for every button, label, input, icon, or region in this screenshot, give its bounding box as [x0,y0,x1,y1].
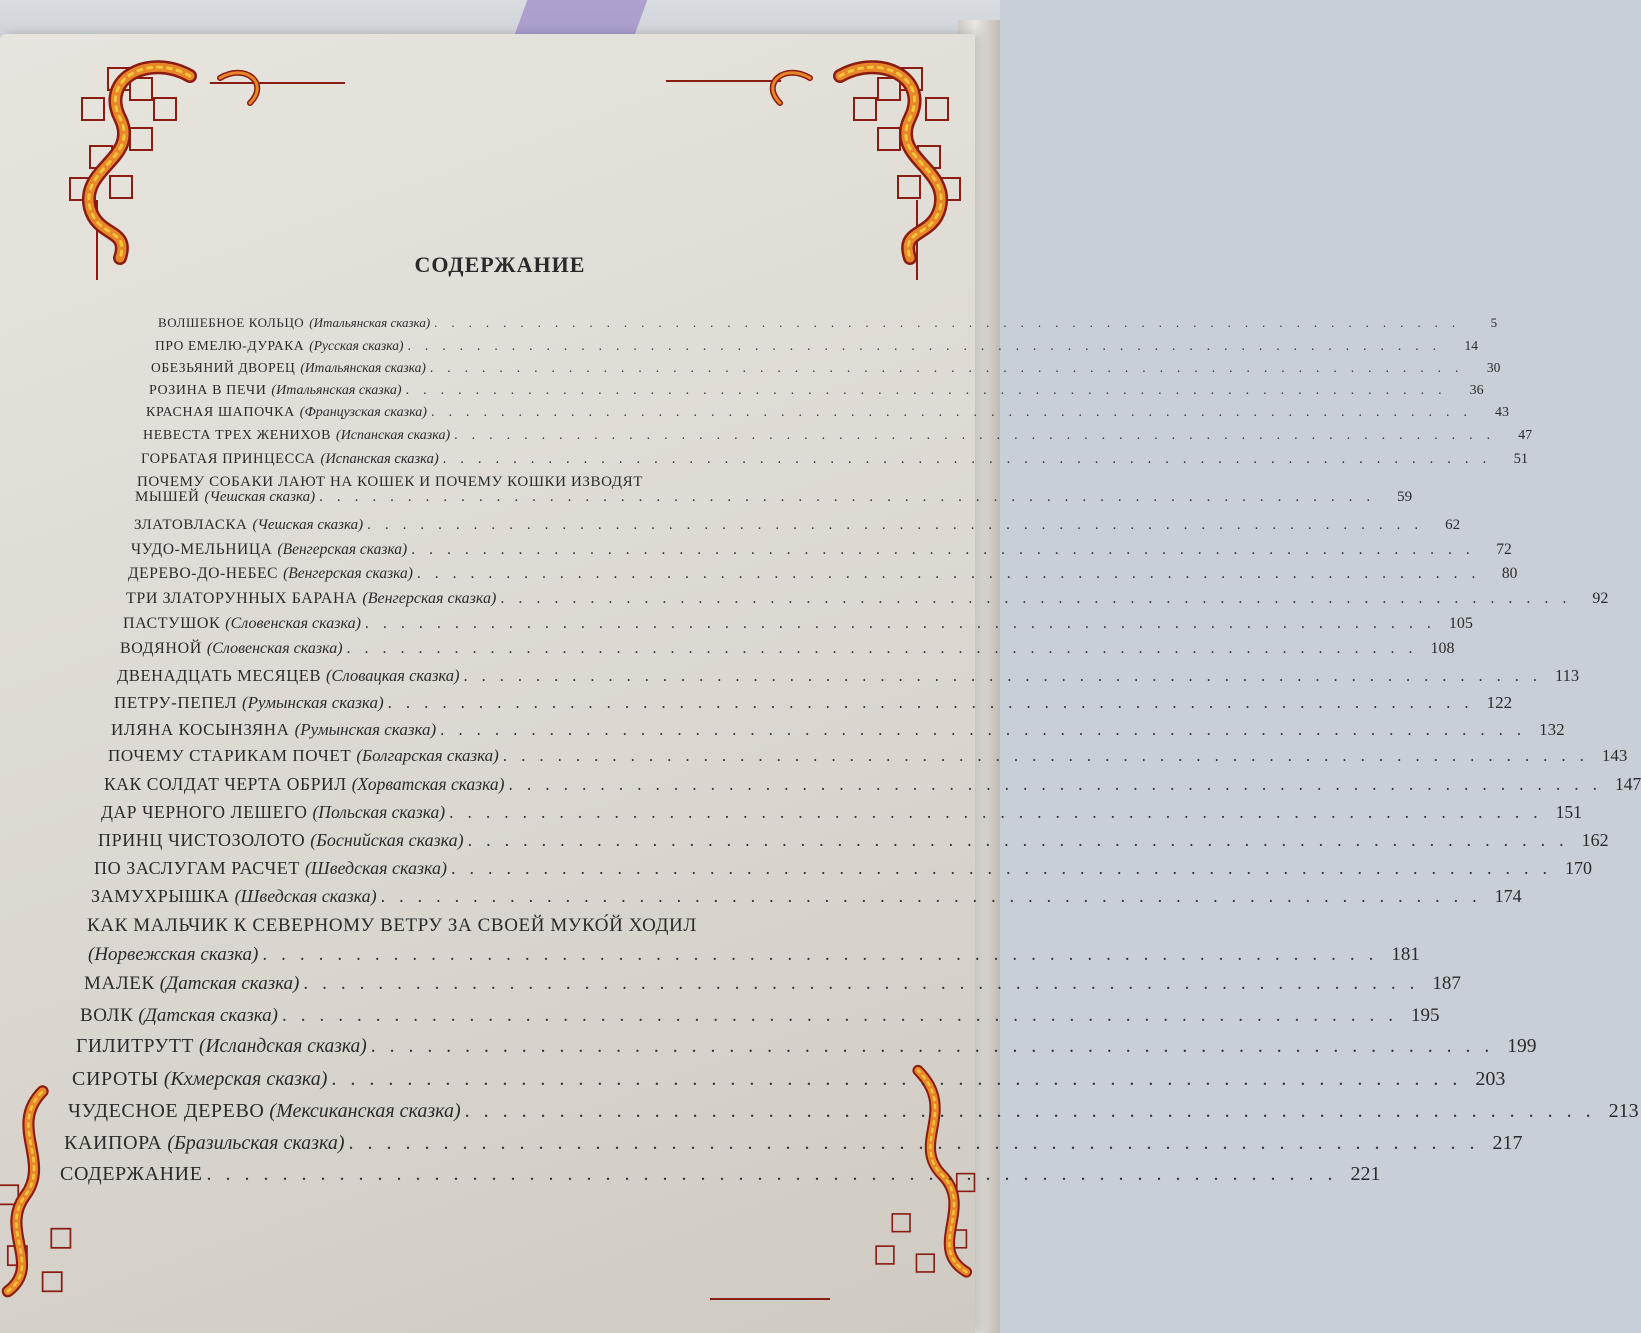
toc-entry-page-number: 92 [1592,590,1609,607]
toc-leader-dots: ............................................................ [430,405,1481,420]
corner-ornament-icon [760,58,960,278]
toc-entry-origin: (Шведская сказка) [304,858,447,878]
toc-entry-title: МАЛЕК [84,973,155,994]
toc-entry-origin: (Итальянская сказка) [300,360,426,375]
toc-entry-page-number: 217 [1492,1132,1523,1154]
toc-entry [91,886,1522,907]
page-title: СОДЕРЖАНИЕ [414,252,586,277]
toc-entry-origin: (Русская сказка) [309,338,404,353]
toc-entry [64,1132,1523,1155]
toc-entry-title: КАК СОЛДАТ ЧЕРТА ОБРИЛ [104,774,347,794]
toc-entry-title-continuation: МЫШЕЙ [135,489,200,505]
toc-entry-page-number: 30 [1486,360,1501,375]
toc-entry-title: КРАСНАЯ ШАПОЧКА [146,405,295,420]
toc-leader-dots: ............................................................ [364,615,1445,632]
toc-entry [131,541,1512,559]
toc-entry [135,489,1413,506]
toc-entry [123,615,1473,633]
toc-entry [94,858,1592,879]
toc-leader-dots: ............................................................ [442,451,1501,467]
toc-entry-origin: (Датская сказка) [159,973,300,994]
toc-entry [149,383,1484,399]
toc-entry-page-number: 5 [1490,315,1498,330]
toc-entry-title: ПЕТРУ-ПЕПЕЛ [114,693,238,712]
toc-entry-origin: (Хорватская сказка) [351,774,505,794]
toc-leader-dots: ............................................................ [416,565,1490,582]
toc-entry-title: ИЛЯНА КОСЫНЗЯНА [111,720,290,739]
toc-entry [101,802,1582,823]
toc-leader-dots: ............................................................ [370,1036,1504,1057]
toc-entry-page-number: 14 [1464,338,1479,353]
toc-entry-page-number: 113 [1554,666,1580,685]
toc-entry-title: ПОЧЕМУ СОБАКИ ЛАЮТ НА КОШЕК И ПОЧЕМУ КОШКИ ИЗВОДЯТ [137,474,643,490]
toc-entry-origin: (Испанская сказка) [336,428,451,443]
toc-leader-dots: ............................................................ [508,774,1611,794]
toc-entry-origin: (Исландская сказка) [198,1036,367,1057]
toc-entry [111,720,1565,740]
toc-entry-origin: (Итальянская сказка) [309,315,431,330]
toc-entry [108,746,1628,766]
toc-leader-dots: ............................................................ [467,830,1578,850]
toc-entry [88,944,1420,966]
toc-leader-dots: ............................................................ [411,541,1484,558]
toc-entry [126,590,1609,608]
toc-entry-title: ЗАМУХРЫШКА [91,886,230,906]
toc-leader-dots: ............................................................ [454,428,1505,443]
toc-entry-title: ВОЛК [80,1005,134,1026]
toc-entry-page-number: 174 [1494,886,1522,906]
toc-leader-dots: ............................................................ [502,746,1598,765]
toc-entry-title: СОДЕРЖАНИЕ [60,1163,203,1185]
toc-entry [72,1068,1506,1091]
toc-entry-title: ДАР ЧЕРНОГО ЛЕШЕГО [101,802,308,822]
toc-leader-dots: ............................................................ [303,973,1429,994]
toc-entry [117,666,1580,686]
toc-entry-origin: (Шведская сказка) [234,886,377,906]
toc-leader-dots: ............................................................ [440,720,1536,739]
toc-entry-page-number: 221 [1350,1163,1381,1185]
toc-entry [155,338,1479,354]
toc-leader-dots: ............................................................ [434,315,1470,330]
toc-leader-dots: ............................................................ [449,802,1552,822]
toc-entry-page-number: 132 [1539,720,1565,739]
toc-entry-title: ЧУДЕСНОЕ ДЕРЕВО [68,1100,265,1122]
toc-entry-page-number: 105 [1448,615,1473,632]
toc-entry [146,405,1509,421]
toc-entry-title: СИРОТЫ [72,1068,159,1090]
toc-entry-origin: (Болгарская сказка) [356,746,499,765]
toc-entry-title: ПРО ЕМЕЛЮ-ДУРАКА [155,338,305,353]
toc-entry [158,315,1498,331]
toc-entry-origin: (Словенская сказка) [206,640,343,657]
toc-entry-origin: (Румынская сказка) [242,693,384,712]
toc-leader-dots: ............................................................ [405,383,1456,398]
toc-leader-dots: ............................................................ [367,517,1433,533]
toc-leader-dots: ............................................................ [346,640,1427,657]
toc-leader-dots: ............................................................ [348,1132,1489,1154]
toc-entry-page-number: 72 [1496,541,1512,558]
toc-entry [76,1036,1537,1058]
toc-entry-page-number: 162 [1581,830,1609,850]
toc-leader-dots: ............................................................ [206,1163,1347,1185]
toc-leader-dots: ............................................................ [464,1100,1605,1122]
toc-entry-origin: (Бразильская сказка) [167,1132,345,1154]
toc-entry-page-number: 59 [1397,489,1413,505]
toc-entry-page-number: 108 [1430,640,1455,657]
toc-entry-page-number: 203 [1475,1068,1506,1090]
toc-entry-page-number: 51 [1513,451,1529,467]
toc-leader-dots: ............................................................ [463,666,1551,685]
toc-entry-page-number: 80 [1501,565,1518,582]
toc-entry-page-number: 195 [1411,1005,1440,1026]
toc-entry-title: РОЗИНА В ПЕЧИ [149,383,267,398]
toc-entry-origin: (Чешская сказка) [252,517,364,533]
toc-leader-dots: ............................................................ [429,360,1473,375]
toc-entry-page-number: 151 [1555,802,1582,822]
toc-entry-origin: (Мексиканская сказка) [269,1100,461,1122]
frame-rule-bottom-right [710,1298,830,1300]
toc-entry-origin: (Боснийская сказка) [310,830,464,850]
toc-leader-dots: ............................................................ [262,944,1388,965]
corner-ornament-icon [70,58,270,278]
toc-leader-dots: ............................................................ [450,858,1561,878]
toc-entry-title: ВОДЯНОЙ [120,640,202,657]
toc-entry-origin: (Французская сказка) [299,405,427,420]
toc-entry-title: КАК МАЛЬЧИК К СЕВЕРНОМУ ВЕТРУ ЗА СВОЕЙ МУКО́Й ХОДИЛ [87,915,697,936]
toc-entry-origin: (Польская сказка) [312,802,446,822]
toc-entry-title: КАИПОРА [64,1132,163,1154]
toc-entry-title: ДЕРЕВО-ДО-НЕБЕС [128,565,279,582]
toc-entry-page-number: 62 [1445,517,1461,533]
toc-entry-page-number: 181 [1391,944,1420,965]
toc-entry-origin: (Венгерская сказка) [362,590,497,607]
toc-leader-dots: ............................................................ [380,886,1491,906]
toc-entry-origin: (Норвежская сказка) [88,944,259,965]
toc-entry-origin: (Словацкая сказка) [326,666,460,685]
toc-entry [68,1100,1639,1123]
toc-entry [98,830,1609,851]
toc-leader-dots: ............................................................ [407,338,1451,353]
toc-entry-page-number: 122 [1486,693,1513,712]
toc-entry-title: ВОЛШЕБНОЕ КОЛЬЦО [158,315,305,330]
toc-entry-page-number: 43 [1494,405,1509,420]
toc-entry [80,1005,1440,1027]
toc-entry-title: ПАСТУШОК [123,615,221,632]
toc-entry-title: ТРИ ЗЛАТОРУННЫХ БАРАНА [126,590,358,607]
toc-entry [141,451,1529,468]
toc-entry-origin: (Чешская сказка) [204,489,316,505]
toc-entry [60,1163,1381,1186]
toc-entry-title: ПОЧЕМУ СТАРИКАМ ПОЧЕТ [108,746,352,765]
toc-leader-dots: ............................................................ [500,590,1581,607]
toc-leader-dots: ............................................................ [331,1068,1472,1090]
toc-entry-title: ПРИНЦ ЧИСТОЗОЛОТО [98,830,306,850]
toc-entry-title: ЗЛАТОВЛАСКА [134,517,248,533]
toc-entry-page-number: 47 [1518,428,1533,443]
toc-entry-page-number: 170 [1564,858,1592,878]
toc-entry [84,973,1461,995]
toc-entry-page-number: 199 [1507,1036,1537,1057]
toc-entry-title: ДВЕНАДЦАТЬ МЕСЯЦЕВ [117,666,322,685]
toc-entry-origin: (Венгерская сказка) [283,565,413,582]
toc-entry-title: ОБЕЗЬЯНИЙ ДВОРЕЦ [151,360,296,375]
toc-leader-dots: ............................................................ [319,489,1385,505]
toc-entry [134,517,1461,534]
toc-entry-page-number: 143 [1601,746,1628,765]
toc-entry-origin: (Венгерская сказка) [277,541,408,558]
toc-leader-dots: ............................................................ [387,693,1483,712]
toc-entry-title: ГОРБАТАЯ ПРИНЦЕССА [141,451,316,467]
toc-entry-page-number: 147 [1614,774,1641,794]
toc-entry-title: ПО ЗАСЛУГАМ РАСЧЕТ [94,858,300,878]
toc-entry-origin: (Кхмерская сказка) [163,1068,328,1090]
toc-entry-origin: (Румынская сказка) [294,720,437,739]
toc-entry [128,565,1518,583]
toc-entry-title: НЕВЕСТА ТРЕХ ЖЕНИХОВ [143,428,332,443]
toc-entry-origin: (Датская сказка) [138,1005,278,1026]
toc-entry [120,640,1455,658]
toc-entry [143,428,1533,444]
toc-entry [114,693,1513,713]
toc-entry [151,360,1501,376]
toc-entry-origin: (Итальянская сказка) [271,383,402,398]
toc-entry-page-number: 36 [1469,383,1484,398]
toc-leader-dots: ............................................................ [282,1005,1407,1026]
toc-entry-title: ЧУДО-МЕЛЬНИЦА [131,541,273,558]
toc-entry-page-number: 213 [1608,1100,1639,1122]
toc-entry-origin: (Словенская сказка) [225,615,361,632]
toc-entry-origin: (Испанская сказка) [320,451,439,467]
toc-entry-page-number: 187 [1432,973,1461,994]
toc-entry [104,774,1641,795]
toc-entry-title: ГИЛИТРУТТ [76,1036,194,1057]
